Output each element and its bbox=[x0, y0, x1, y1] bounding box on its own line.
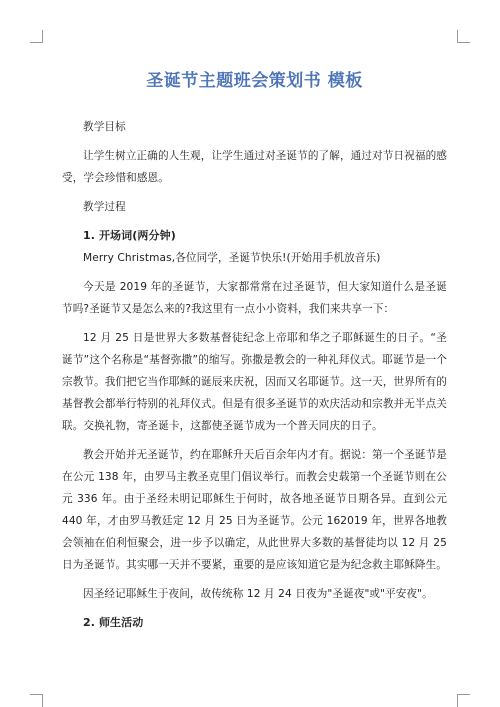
document-title: 圣诞节主题班会策划书 模板 bbox=[146, 71, 363, 91]
section-label-goals: 教学目标 bbox=[83, 121, 126, 133]
paragraph-goals: 让学生树立正确的人生观，让学生通过对圣诞节的了解，通过对节日祝福的感受，学会珍惜和感恩。 bbox=[62, 150, 447, 184]
heading-activities: 2. 师生活动 bbox=[83, 616, 144, 629]
crop-mark-top-left bbox=[30, 30, 43, 43]
paragraph-intro: 今天是 2019 年的圣诞节，大家都常常在过圣诞节，但大家知道什么是圣诞节吗?圣诞节又是怎么来的?我这里有一点小小资料，我们来共享一下： bbox=[62, 281, 447, 315]
crop-mark-bottom-left bbox=[30, 694, 43, 707]
heading-opening: 1. 开场词(两分钟) bbox=[83, 229, 176, 242]
paragraph-christmas-origin: 12 月 25 日是世界大多数基督徒纪念上帝耶和华之子耶稣诞生的日子。“圣诞节”这个名称是“基督弥撒”的缩写。弥撒是教会的一种礼拜仪式。耶诞节是一个宗教节。我们把它当作耶稣的诞辰来庆祝，因而又名耶诞节。这一天，世界所有的基督教会都举行特别的礼拜仪式。但是有很多圣诞节的欢庆活动和宗教并无半点关联。交换礼物，寄圣诞卡，这都使圣诞节成为一个普天同庆的日子。 bbox=[62, 332, 447, 432]
document-body bbox=[62, 116, 447, 634]
crop-mark-bottom-right bbox=[457, 694, 470, 707]
paragraph-church-history: 教会开始并无圣诞节，约在耶稣升天后百余年内才有。据说：第一个圣诞节是在公元 138 年，由罗马主教圣克里门倡议举行。而教会史载第一个圣诞节则在公元 336 年。由于圣经未明记耶稣生于何时，故各地圣诞节日期各异。直到公元 440 年，才由罗马教廷定 12 月 25 日为圣诞节。公元 162019 年，世界各地教会领袖在伯利恒聚会，进一步予以确定，从此世界大多数的基督徒均以 12 月 25 日为圣诞节。其实哪一天并不要紧，重要的是应该知道它是为纪念救主耶稣降生。 bbox=[62, 449, 447, 571]
paragraph-greeting: Merry Christmas,各位同学，圣诞节快乐!(开始用手机放音乐) bbox=[83, 252, 381, 264]
paragraph-christmas-eve: 因圣经记耶稣生于夜间，故传统称 12 月 24 日夜为"圣诞夜"或"平安夜"。 bbox=[83, 588, 433, 600]
crop-mark-top-right bbox=[457, 30, 470, 43]
section-label-process: 教学过程 bbox=[83, 201, 126, 213]
